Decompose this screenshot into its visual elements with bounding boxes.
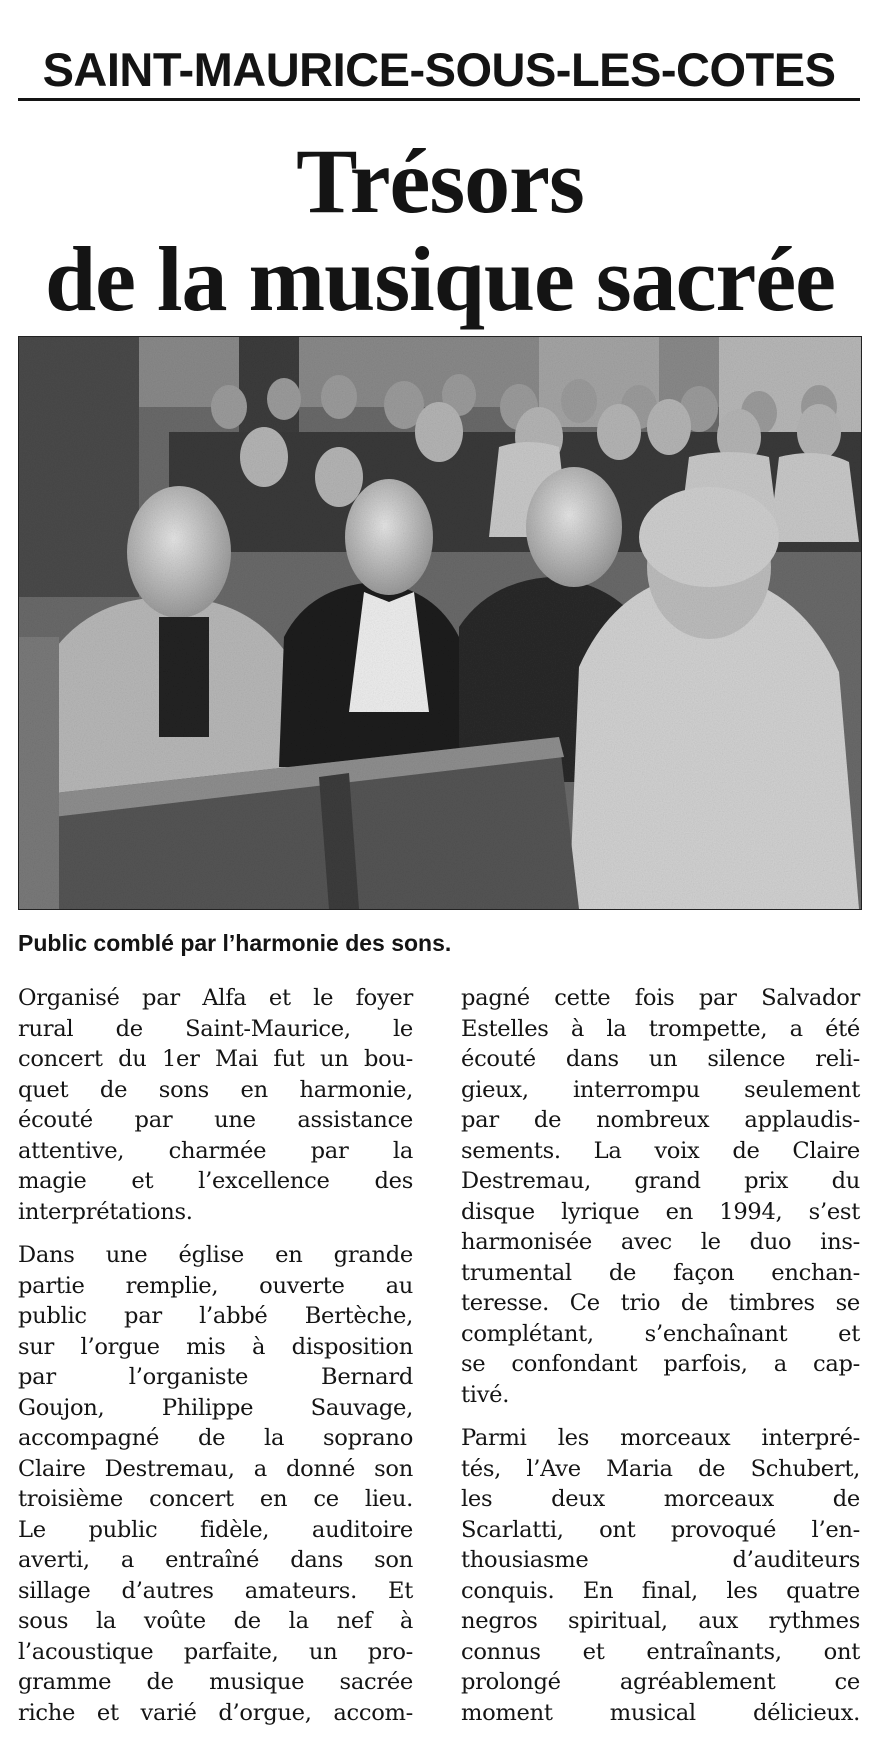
text-line: tivé. [461,1381,510,1408]
text-line: riche et varié d’orgue, accom- [18,1699,413,1726]
text-line: Destremau, grand prix du [461,1168,860,1194]
text-line: teresse. Ce trio de timbres se [461,1290,860,1316]
text-line: prolongé agréablement ce [461,1669,860,1695]
text-line: public par l’abbé Bertèche, [18,1303,413,1329]
text-line: attentive, charmée par la [18,1137,413,1164]
text-line: par l’organiste Bernard [18,1364,413,1390]
headline [0,132,880,328]
text-line: trumental de façon enchan- [461,1259,860,1286]
text-line: sillage d’autres amateurs. Et [18,1577,413,1604]
photo-caption: Public comblé par l’harmonie des sons. [18,930,452,956]
text-line: pagné cette fois par Salvador [461,985,860,1011]
text-line: gieux, interrompu seulement [461,1076,860,1103]
text-line: Goujon, Philippe Sauvage, [18,1394,413,1421]
text-line: Le public fidèle, auditoire [18,1516,413,1543]
text-line: par de nombreux applaudis- [461,1107,860,1133]
paragraph [18,983,413,1227]
text-line: moment musical délicieux. [461,1699,860,1726]
text-line: accompagné de la soprano [18,1425,413,1451]
text-line: harmonisée avec le duo ins- [461,1229,860,1255]
text-line: averti, a entraîné dans son [18,1547,413,1573]
text-line: Dans une église en grande [18,1242,413,1268]
paragraph [461,1423,860,1728]
text-line: sements. La voix de Claire [461,1137,860,1164]
text-line: thousiasme d’auditeurs [461,1547,860,1573]
text-line: disque lyrique en 1994, s’est [461,1198,860,1225]
text-line: connus et entraînants, ont [461,1638,860,1665]
text-line: magie et l’excellence des [18,1168,413,1194]
text-line: Scarlatti, ont provoqué l’en- [461,1516,860,1543]
text-line: rural de Saint-Maurice, le [18,1015,413,1042]
text-line: tés, l’Ave Maria de Schubert, [461,1455,860,1482]
headline-line-2: de la musique sacrée [44,228,836,330]
text-line: Organisé par Alfa et le foyer [18,985,413,1011]
text-line: complétant, s’enchaînant et [461,1320,860,1347]
article-column-left [18,983,413,1741]
text-line: conquis. En final, les quatre [461,1577,860,1604]
paragraph [18,1240,413,1728]
text-line: troisième concert en ce lieu. [18,1486,413,1512]
text-line: écouté par une assistance [18,1107,413,1133]
article-photo [18,336,862,910]
paragraph [461,983,860,1410]
text-line: les deux morceaux de [461,1486,860,1512]
text-line: gramme de musique sacrée [18,1669,413,1695]
text-line: l’acoustique parfaite, un pro- [18,1638,413,1665]
text-line: Claire Destremau, a donné son [18,1455,413,1482]
text-line: quet de sons en harmonie, [18,1076,413,1103]
text-line: écouté dans un silence reli- [461,1046,860,1072]
headline-line-1: Trésors [296,130,584,232]
text-line: concert du 1er Mai fut un bou- [18,1046,413,1072]
text-line: sur l’orgue mis à disposition [18,1333,413,1360]
text-line: Estelles à la trompette, a été [461,1015,860,1042]
text-line: Parmi les morceaux interpré- [461,1425,860,1451]
text-line: interprétations. [18,1198,193,1225]
section-kicker: SAINT-MAURICE-SOUS-LES-COTES [18,44,860,101]
text-line: sous la voûte de la nef à [18,1608,413,1634]
church-audience-photo [19,337,861,909]
text-line: partie remplie, ouverte au [18,1272,413,1299]
text-line: negros spiritual, aux rythmes [461,1608,860,1634]
article-column-right [461,983,860,1741]
text-line: se confondant parfois, a cap- [461,1351,860,1377]
